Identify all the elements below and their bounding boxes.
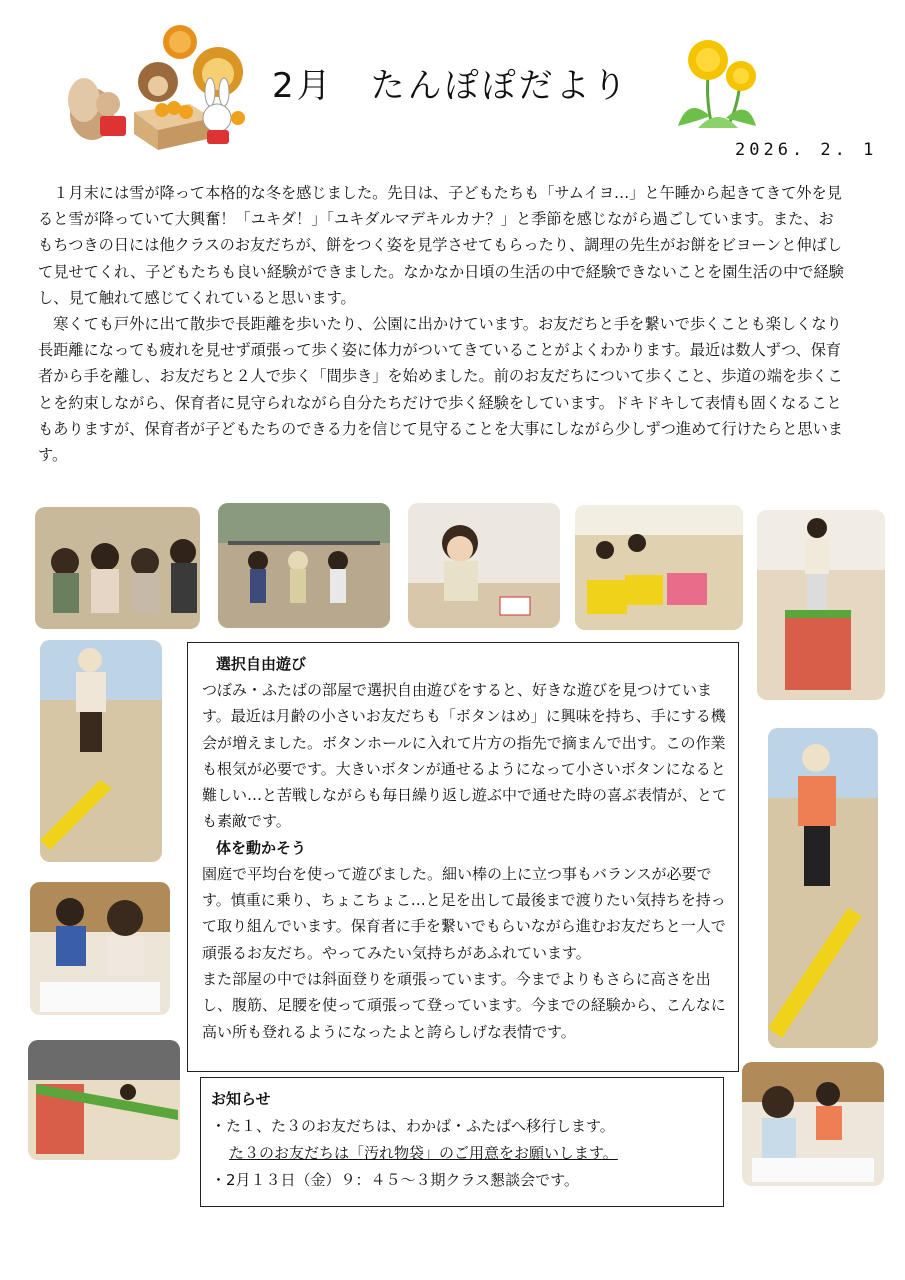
intro-text xyxy=(38,180,846,468)
issue-date: 2026. 2. 1 xyxy=(735,140,878,160)
section-heading-exercise: 体を動かそう xyxy=(216,838,307,857)
animals-mochi-illustration xyxy=(62,22,252,150)
notice-item-underlined: た３のお友だちは「汚れ物袋」のご用意をお願いします。 xyxy=(229,1144,618,1162)
section-heading-free-play: 選択自由遊び xyxy=(216,655,307,673)
activities-box xyxy=(187,642,739,1072)
section-text-slope: また部屋の中では斜面登りを頑張っています。今までよりもさらに高さを出し、腹筋、足腰を使って頑張って登っています。今までの経験から、こんなに高い所も登れるようになったよと誇らしげな表情です。 xyxy=(202,969,726,1041)
photo-children-group xyxy=(35,507,200,629)
photo-jump-block xyxy=(757,510,885,700)
section-text-exercise: 園庭で平均台を使って遊びました。細い棒の上に立つ事もバランスが必要です。慎重に乗り、ちょこちょこ…と足を出して最後まで渡りたい気持ちを持って取り組んでいます。保育者に手を繋いでもらいながら進むお友だちと一人で頑張るお友だち。やってみたい気持ちがあふれています。 xyxy=(202,864,726,962)
notice-heading: お知らせ xyxy=(211,1090,271,1108)
photo-boxes-play xyxy=(575,505,743,630)
section-text-free-play: つぼみ・ふたばの部屋で選択自由遊びをすると、好きな遊びを見つけています。最近は月齢の小さいお友だちも「ボタンはめ」に興味を持ち、手にする機会が増えました。ボタンホールに入れて片方の指先で摘まんで出す。この作業も根気が必要です。大きいボタンが通せるようになって小さいボタンになると難しい…と苦戦しながらも毎日繰り返し遊ぶ中で通せた時の喜ぶ表情が、とても素敵です。 xyxy=(202,681,728,831)
notice-item: ・た１、た３のお友だちは、わかば・ふたばへ移行します。 xyxy=(211,1117,615,1135)
notice-item: ・2月１３日（金）９：４５～３期クラス懇談会です。 xyxy=(211,1171,579,1189)
intro-paragraph: 寒くても戸外に出て散歩で長距離を歩いたり、公園に出かけています。お友だちと手を繋いで歩くことも楽しくなり長距離になっても疲れを見せず頑張って歩く姿に体力がついてきていることがよくわかります。最近は数人ずつ、保育者から手を離し、お友だちと２人で歩く「間歩き」を始めました。前のお友だちについて歩くこと、歩道の端を歩くことを約束しながら、保育者に見守られながら自分たちだけで歩く経験をしています。ドキドキして表情も固くなることもありますが、保育者が子どもたちのできる力を信じて見守ることを大事にしながら少しずつ進めて行けたらと思います。 xyxy=(38,315,843,465)
photo-drawing-children xyxy=(30,882,170,1015)
intro-paragraph: １月末には雪が降って本格的な冬を感じました。先日は、子どもたちも「サムイヨ…」と午睡から起きてきて外を見ると雪が降っていて大興奮！「ユキダ！」「ユキダルマデキルカナ？」と季節を感じながら過ごしています。また、おもちつきの日には他クラスのお友だちが、餅をつく姿を見学させてもらったり、調理の先生がお餅をビヨーンと伸ばして見せてくれ、子どもたちも良い経験ができました。なかなか日頃の生活の中で経験できないことを園生活の中で経験し、見て触れて感じてくれていると思います。 xyxy=(38,184,844,307)
photo-hanging-bar xyxy=(218,503,390,628)
notice-box xyxy=(200,1077,724,1207)
photo-balance-beam-child xyxy=(40,640,162,862)
page-title: 2月 たんぽぽだより xyxy=(272,66,630,106)
photo-slope-climb xyxy=(28,1040,180,1160)
photo-children-craft xyxy=(742,1062,884,1186)
dandelion-illustration xyxy=(668,36,768,131)
photo-walking-beam xyxy=(768,728,878,1048)
photo-child-table xyxy=(408,503,560,628)
